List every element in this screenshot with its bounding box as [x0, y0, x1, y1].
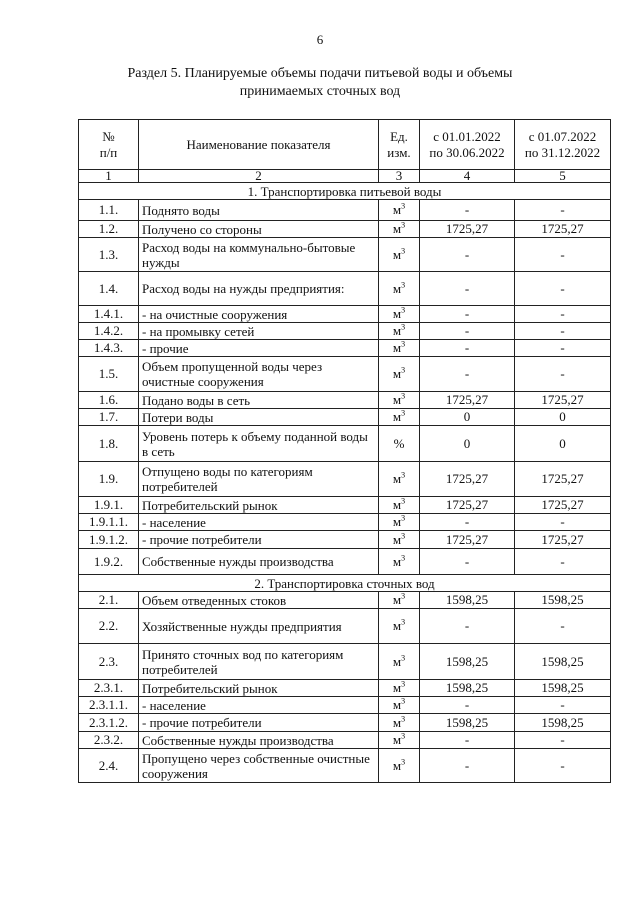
- row-number: 1.4.2.: [79, 323, 139, 340]
- table-row: [79, 697, 611, 714]
- unit-cubic-meter: $м^3$: [392, 696, 406, 712]
- value-period-1: -: [420, 732, 515, 749]
- value-period-1: -: [420, 549, 515, 575]
- indicator-name: Объем пропущенной воды через очистные сооружения: [139, 357, 379, 392]
- unit-cubic-meter: $м^3$: [392, 391, 406, 407]
- value-period-2: -: [515, 514, 611, 531]
- row-number: 2.3.1.2.: [79, 714, 139, 732]
- unit-cell: [379, 732, 420, 749]
- section-heading: 2. Транспортировка сточных вод: [79, 575, 611, 592]
- table-row: [79, 592, 611, 609]
- row-number: 1.9.1.2.: [79, 531, 139, 549]
- value-period-1: 0: [420, 409, 515, 426]
- header-period-1: с 01.01.2022 по 30.06.2022: [420, 120, 515, 170]
- unit-cubic-meter: $м^3$: [392, 322, 406, 338]
- value-period-1: 1598,25: [420, 680, 515, 697]
- unit-cubic-meter: $м^3$: [392, 617, 406, 633]
- unit-cubic-meter: $м^3$: [392, 470, 406, 486]
- unit-cubic-meter: $м^3$: [392, 531, 406, 547]
- indicator-name: Хозяйственные нужды предприятия: [139, 609, 379, 644]
- value-period-1: 1598,25: [420, 714, 515, 732]
- indicator-name: Расход воды на коммунально-бытовые нужды: [139, 238, 379, 272]
- row-number: 2.2.: [79, 609, 139, 644]
- table-row: [79, 732, 611, 749]
- value-period-1: -: [420, 306, 515, 323]
- unit-cell: [379, 462, 420, 497]
- row-number: 1.4.3.: [79, 340, 139, 357]
- value-period-1: 1598,25: [420, 592, 515, 609]
- value-period-2: 1598,25: [515, 680, 611, 697]
- section-heading: 1. Транспортировка питьевой воды: [79, 183, 611, 200]
- value-period-2: 1725,27: [515, 221, 611, 238]
- unit-cell: [379, 697, 420, 714]
- value-period-1: -: [420, 749, 515, 783]
- table-row: [79, 462, 611, 497]
- table-row: [79, 714, 611, 732]
- unit-cubic-meter: $м^3$: [392, 553, 406, 569]
- unit-cell: [379, 221, 420, 238]
- unit-cubic-meter: $м^3$: [392, 591, 406, 607]
- column-number: 4: [420, 170, 515, 183]
- table-row: [79, 357, 611, 392]
- row-number: 1.9.1.1.: [79, 514, 139, 531]
- row-number: 2.4.: [79, 749, 139, 783]
- unit-cell: [379, 680, 420, 697]
- unit-cell: [379, 531, 420, 549]
- unit-cell: [379, 323, 420, 340]
- column-number: 2: [139, 170, 379, 183]
- value-period-1: 1725,27: [420, 392, 515, 409]
- value-period-2: 1598,25: [515, 592, 611, 609]
- indicator-name: Собственные нужды производства: [139, 549, 379, 575]
- row-number: 1.4.: [79, 272, 139, 306]
- value-period-1: 1598,25: [420, 644, 515, 680]
- indicator-name: - население: [139, 514, 379, 531]
- indicator-name: Расход воды на нужды предприятия:: [139, 272, 379, 306]
- row-number: 1.6.: [79, 392, 139, 409]
- indicator-name: Объем отведенных стоков: [139, 592, 379, 609]
- unit-cubic-meter: $м^3$: [392, 679, 406, 695]
- section-title-line-2: принимаемых сточных вод: [239, 84, 401, 99]
- column-number: 5: [515, 170, 611, 183]
- unit-cubic-meter: $м^3$: [392, 653, 406, 669]
- table-row: [79, 514, 611, 531]
- section-row: [79, 183, 611, 200]
- row-number: 2.3.1.1.: [79, 697, 139, 714]
- value-period-1: -: [420, 340, 515, 357]
- header-num: № п/п: [79, 120, 139, 170]
- value-period-1: 1725,27: [420, 531, 515, 549]
- unit-cell: [379, 238, 420, 272]
- value-period-2: -: [515, 697, 611, 714]
- column-number: 1: [79, 170, 139, 183]
- header-unit: Ед. изм.: [379, 120, 420, 170]
- table-header-row: [79, 120, 611, 170]
- table-row: [79, 426, 611, 462]
- table-row: [79, 644, 611, 680]
- value-period-2: 1725,27: [515, 392, 611, 409]
- indicator-name: Подано воды в сеть: [139, 392, 379, 409]
- indicator-name: Потребительский рынок: [139, 680, 379, 697]
- unit-cell: [379, 409, 420, 426]
- unit-cell: [379, 549, 420, 575]
- section-title-line-1: Раздел 5. Планируемые объемы подачи питьевой воды и объемы: [127, 66, 513, 81]
- value-period-1: 1725,27: [420, 221, 515, 238]
- table-row: [79, 749, 611, 783]
- unit-cell: [379, 609, 420, 644]
- column-number-row: [79, 170, 611, 183]
- value-period-2: -: [515, 238, 611, 272]
- indicator-name: - на очистные сооружения: [139, 306, 379, 323]
- row-number: 2.3.: [79, 644, 139, 680]
- indicator-name: Поднято воды: [139, 200, 379, 221]
- unit-cubic-meter: $м^3$: [392, 280, 406, 296]
- row-number: 1.7.: [79, 409, 139, 426]
- value-period-2: 1598,25: [515, 644, 611, 680]
- value-period-2: 1725,27: [515, 462, 611, 497]
- unit-cubic-meter: $м^3$: [392, 408, 406, 424]
- table-row: [79, 340, 611, 357]
- value-period-2: -: [515, 749, 611, 783]
- value-period-2: -: [515, 272, 611, 306]
- row-number: 2.3.1.: [79, 680, 139, 697]
- unit-cell: [379, 644, 420, 680]
- unit-cubic-meter: $м^3$: [392, 201, 406, 217]
- indicator-name: Принято сточных вод по категориям потребителей: [139, 644, 379, 680]
- unit-cell: [379, 497, 420, 514]
- row-number: 2.3.2.: [79, 732, 139, 749]
- value-period-1: 1725,27: [420, 462, 515, 497]
- table-row: [79, 609, 611, 644]
- indicator-name: Получено со стороны: [139, 221, 379, 238]
- value-period-1: -: [420, 200, 515, 221]
- indicator-name: Отпущено воды по категориям потребителей: [139, 462, 379, 497]
- unit-cubic-meter: $м^3$: [392, 513, 406, 529]
- value-period-1: 1725,27: [420, 497, 515, 514]
- table-row: [79, 272, 611, 306]
- value-period-2: -: [515, 306, 611, 323]
- value-period-1: -: [420, 357, 515, 392]
- table-row: [79, 238, 611, 272]
- unit-cell: [379, 357, 420, 392]
- value-period-2: -: [515, 732, 611, 749]
- table-row: [79, 392, 611, 409]
- value-period-2: -: [515, 549, 611, 575]
- value-period-1: -: [420, 697, 515, 714]
- indicator-name: - прочие: [139, 340, 379, 357]
- unit-cell: [379, 392, 420, 409]
- header-name: Наименование показателя: [139, 120, 379, 170]
- value-period-1: -: [420, 514, 515, 531]
- row-number: 1.1.: [79, 200, 139, 221]
- unit-cubic-meter: $м^3$: [392, 339, 406, 355]
- unit-cell: [379, 272, 420, 306]
- row-number: 1.5.: [79, 357, 139, 392]
- row-number: 2.1.: [79, 592, 139, 609]
- unit-cell: [379, 514, 420, 531]
- value-period-2: -: [515, 340, 611, 357]
- value-period-1: -: [420, 609, 515, 644]
- unit-cubic-meter: $м^3$: [392, 714, 406, 730]
- table-row: [79, 323, 611, 340]
- column-number: 3: [379, 170, 420, 183]
- table-row: [79, 549, 611, 575]
- indicator-name: - прочие потребители: [139, 531, 379, 549]
- row-number: 1.9.2.: [79, 549, 139, 575]
- value-period-2: -: [515, 200, 611, 221]
- unit-cubic-meter: $м^3$: [392, 220, 406, 236]
- value-period-1: -: [420, 272, 515, 306]
- indicators-table: [78, 119, 611, 783]
- unit-cubic-meter: $м^3$: [392, 731, 406, 747]
- unit-cell: [379, 592, 420, 609]
- indicator-name: Потери воды: [139, 409, 379, 426]
- table-row: [79, 531, 611, 549]
- unit-cubic-meter: $м^3$: [392, 496, 406, 512]
- value-period-2: -: [515, 357, 611, 392]
- value-period-2: -: [515, 609, 611, 644]
- indicator-name: Пропущено через собственные очистные сооружения: [139, 749, 379, 783]
- value-period-2: 1725,27: [515, 531, 611, 549]
- indicator-name: Уровень потерь к объему поданной воды в сеть: [139, 426, 379, 462]
- table-body: [79, 183, 611, 783]
- row-number: 1.4.1.: [79, 306, 139, 323]
- table-row: [79, 497, 611, 514]
- table-row: [79, 680, 611, 697]
- value-period-2: 1725,27: [515, 497, 611, 514]
- unit-cubic-meter: $м^3$: [392, 365, 406, 381]
- indicator-name: - прочие потребители: [139, 714, 379, 732]
- unit-cell: %: [379, 426, 420, 462]
- value-period-1: 0: [420, 426, 515, 462]
- row-number: 1.3.: [79, 238, 139, 272]
- indicator-name: - население: [139, 697, 379, 714]
- value-period-1: -: [420, 323, 515, 340]
- unit-cell: [379, 749, 420, 783]
- table-row: [79, 221, 611, 238]
- unit-cubic-meter: $м^3$: [392, 305, 406, 321]
- table-row: [79, 409, 611, 426]
- value-period-2: -: [515, 323, 611, 340]
- value-period-1: -: [420, 238, 515, 272]
- value-period-2: 0: [515, 426, 611, 462]
- unit-cubic-meter: $м^3$: [392, 757, 406, 773]
- indicator-name: Потребительский рынок: [139, 497, 379, 514]
- section-title: [80, 65, 560, 101]
- table-row: [79, 200, 611, 221]
- page-number: 6: [316, 32, 324, 47]
- indicator-name: Собственные нужды производства: [139, 732, 379, 749]
- indicator-name: - на промывку сетей: [139, 323, 379, 340]
- unit-cell: [379, 714, 420, 732]
- value-period-2: 0: [515, 409, 611, 426]
- unit-cubic-meter: $м^3$: [392, 246, 406, 262]
- row-number: 1.8.: [79, 426, 139, 462]
- table-row: [79, 306, 611, 323]
- row-number: 1.9.1.: [79, 497, 139, 514]
- value-period-2: 1598,25: [515, 714, 611, 732]
- unit-cell: [379, 306, 420, 323]
- unit-cell: [379, 340, 420, 357]
- unit-cell: [379, 200, 420, 221]
- row-number: 1.2.: [79, 221, 139, 238]
- section-row: [79, 575, 611, 592]
- header-period-2: с 01.07.2022 по 31.12.2022: [515, 120, 611, 170]
- row-number: 1.9.: [79, 462, 139, 497]
